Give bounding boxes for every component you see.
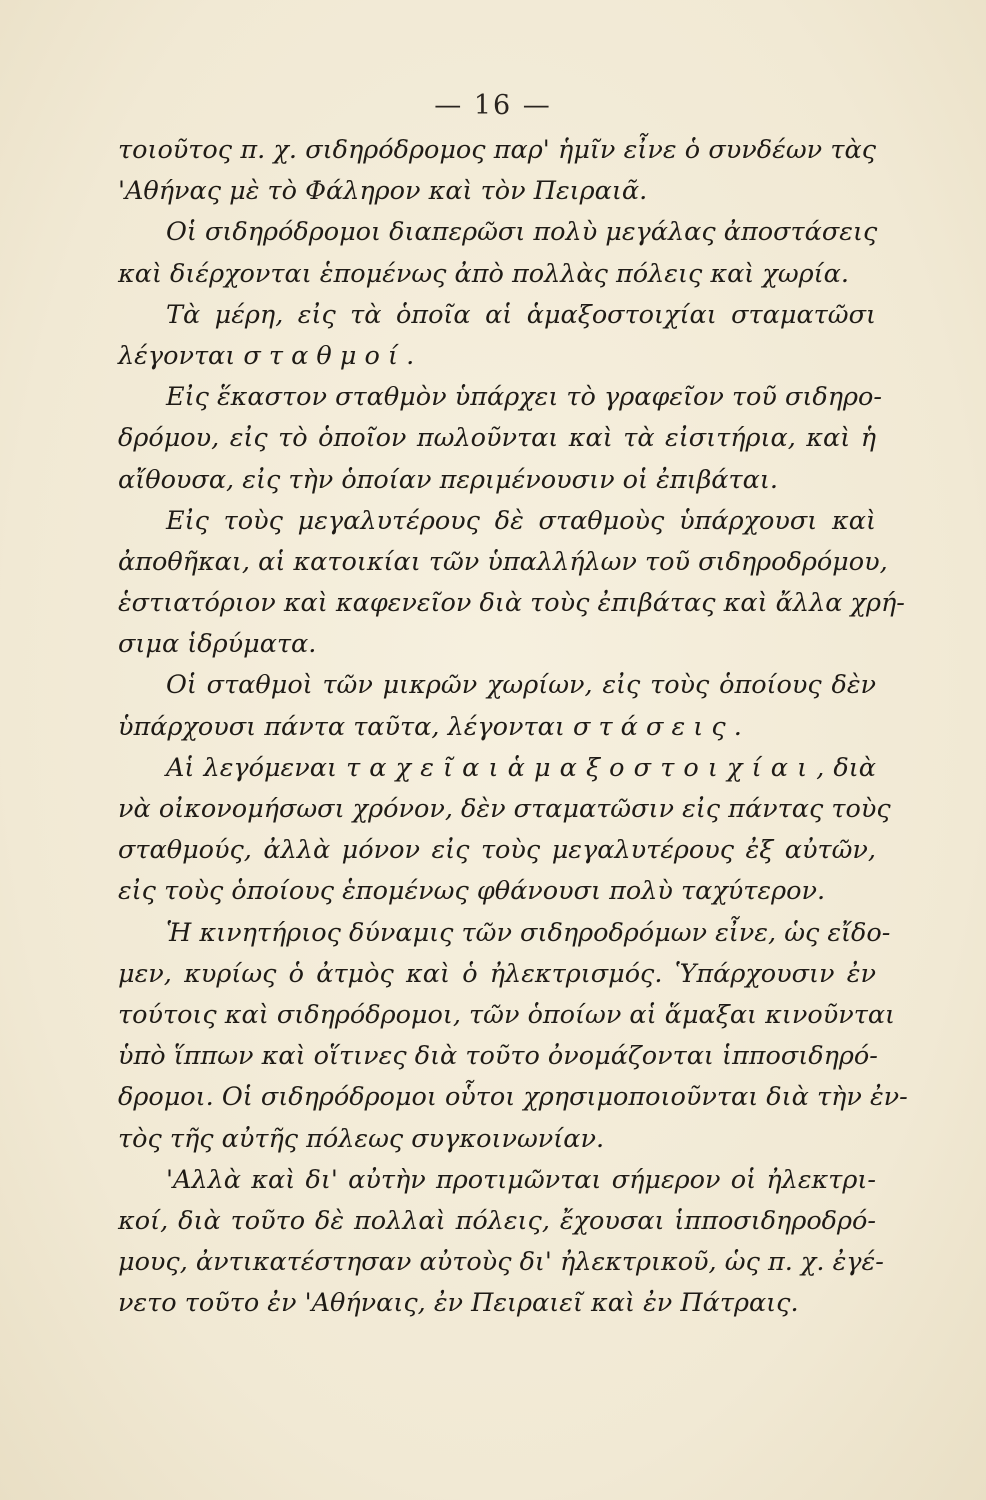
text-line: λέγονται σ τ α θ μ ο ί . [118,340,415,371]
text-line: Ἡ κινητήριος δύναμις τῶν σιδηροδρόμων εἶνε, ὡς εἴδο- [166,917,891,948]
text-line: δρομοι. Οἱ σιδηρόδρομοι οὗτοι χρησιμοποιοῦνται διὰ τὴν ἐν- [118,1082,908,1113]
text-line: σιμα ἱδρύματα. [118,629,317,660]
text-line: Οἱ σταθμοὶ τῶν μικρῶν χωρίων, εἰς τοὺς ὁποίους δὲν [166,670,876,701]
text-line: Οἱ σιδηρόδρομοι διαπερῶσι πολὺ μεγάλας ἀποστάσεις [166,217,878,248]
text-line: αἴθουσα, εἰς τὴν ὁποίαν περιμένουσιν οἱ ἐπιβάται. [118,464,778,495]
text-line: μεν, κυρίως ὁ ἀτμὸς καὶ ὁ ἠλεκτρισμός. Ὑπάρχουσιν ἐν [118,958,876,989]
text-line: τὸς τῆς αὐτῆς πόλεως συγκοινωνίαν. [118,1123,605,1154]
text-line: ἑστιατόριον καὶ καφενεῖον διὰ τοὺς ἐπιβάτας καὶ ἄλλα χρή- [118,588,905,619]
text-line: καὶ διέρχονται ἑπομένως ἀπὸ πολλὰς πόλεις καὶ χωρία. [118,258,849,289]
text-line: ὑπὸ ἵππων καὶ οἵτινες διὰ τοῦτο ὀνομάζονται ἱπποσιδηρό- [118,1041,878,1072]
text-line: κοί, διὰ τοῦτο δὲ πολλαὶ πόλεις, ἔχουσαι ἱπποσιδηροδρό- [118,1205,876,1236]
text-line: τοιοῦτος π. χ. σιδηρόδρομος παρ' ἡμῖν εἶνε ὁ συνδέων τὰς [118,135,876,165]
text-line: Τὰ μέρη, εἰς τὰ ὁποῖα αἱ ἁμαξοστοιχίαι σταματῶσι [166,299,876,330]
text-line: νὰ οἰκονομήσωσι χρόνον, δὲν σταματῶσιν εἰς πάντας τοὺς [118,794,891,824]
text-line: 'Αλλὰ καὶ δι' αὐτὴν προτιμῶνται σήμερον οἱ ἠλεκτρι- [166,1164,876,1195]
text-line: Εἰς τοὺς μεγαλυτέρους δὲ σταθμοὺς ὑπάρχουσι καὶ [166,505,876,536]
text-line: Εἰς ἕκαστον σταθμὸν ὑπάρχει τὸ γραφεῖον τοῦ σιδηρο- [166,382,883,413]
text-line: νετο τοῦτο ἐν 'Αθήναις, ἐν Πειραιεῖ καὶ ἐν Πάτραις. [118,1288,799,1319]
text-line: 'Αθήνας μὲ τὸ Φάληρον καὶ τὸν Πειραιᾶ. [118,176,648,207]
text-line: μους, ἀντικατέστησαν αὐτοὺς δι' ἠλεκτρικοῦ, ὡς π. χ. ἐγέ- [118,1247,884,1278]
page-number: — 16 — [434,90,552,121]
text-line: Αἱ λεγόμεναι τ α χ ε ῖ α ι ἁ μ α ξ ο σ τ ο ι χ ί α ι , διὰ [166,752,876,783]
text-line: ὑπάρχουσι πάντα ταῦτα, λέγονται σ τ ά σ ε ι ς . [118,711,742,742]
text-line: σταθμούς, ἀλλὰ μόνον εἰς τοὺς μεγαλυτέρους ἐξ αὐτῶν, [118,835,876,866]
body-text [118,130,908,1324]
text-line: ἀποθῆκαι, αἱ κατοικίαι τῶν ὑπαλλήλων τοῦ σιδηροδρόμου, [118,546,888,577]
text-line: δρόμου, εἰς τὸ ὁποῖον πωλοῦνται καὶ τὰ εἰσιτήρια, καὶ ἡ [118,423,876,454]
text-line: εἰς τοὺς ὁποίους ἑπομένως φθάνουσι πολὺ ταχύτερον. [118,876,826,907]
text-line: τούτοις καὶ σιδηρόδρομοι, τῶν ὁποίων αἱ ἅμαξαι κινοῦνται [118,999,896,1030]
